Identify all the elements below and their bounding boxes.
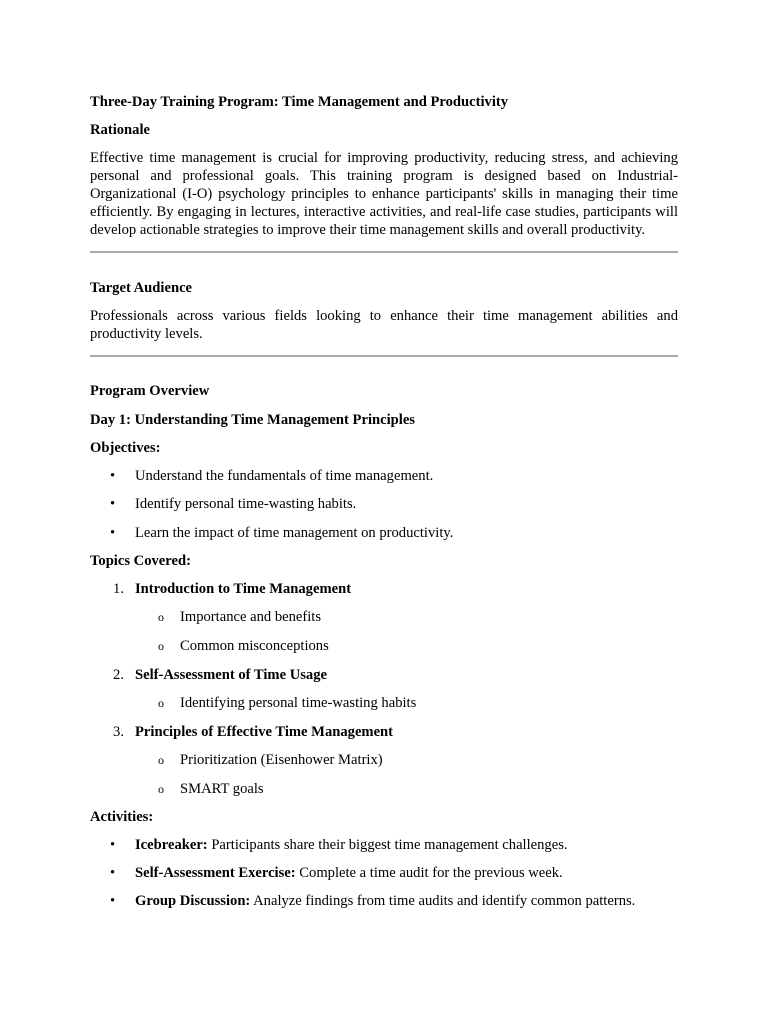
activity-text: Analyze findings from time audits and identify common patterns. <box>250 893 636 909</box>
objective-text: Identify personal time-wasting habits. <box>135 496 357 512</box>
activities-heading: Activities: <box>90 809 154 825</box>
sub-list-item <box>90 608 678 626</box>
topic-item <box>90 666 678 684</box>
sub-list-item <box>90 637 678 655</box>
topic-item <box>90 723 678 741</box>
list-item <box>90 467 678 485</box>
sub-topic-text: Common misconceptions <box>180 638 329 654</box>
objectives-heading: Objectives: <box>90 440 161 456</box>
topics-heading: Topics Covered: <box>90 553 191 569</box>
topic-number: 1. <box>113 581 124 597</box>
bullet-marker: • <box>110 525 116 541</box>
bullet-marker: • <box>110 893 116 909</box>
document-content <box>90 93 678 910</box>
sub-bullet-marker: o <box>158 610 164 624</box>
activity-text: Complete a time audit for the previous week. <box>295 865 563 881</box>
audience-heading: Target Audience <box>90 280 193 296</box>
rationale-paragraph: Effective time management is crucial for improving productivity, reducing stress, and achieving personal and professional goals. This training program is designed based on Industrial-Organizational (I-O) psychology principles to enhance participants' skills in managing their time efficiently. By engaging in lectures, interactive activities, and real-life case studies, participants will develop actionable strategies to improve their time management skills and overall productivity. <box>90 150 678 238</box>
bullet-marker: • <box>110 468 116 484</box>
audience-paragraph: Professionals across various fields looking to enhance their time management abilities and productivity levels. <box>90 308 678 342</box>
section-divider <box>90 355 678 357</box>
objective-text: Learn the impact of time management on productivity. <box>135 525 454 541</box>
sub-topic-text: Identifying personal time-wasting habits <box>180 695 417 711</box>
list-item <box>90 892 678 910</box>
sub-topic-text: SMART goals <box>180 781 264 797</box>
topic-title: Self-Assessment of Time Usage <box>135 667 327 683</box>
bullet-marker: • <box>110 837 116 853</box>
topic-item <box>90 580 678 598</box>
activity-label: Icebreaker: <box>135 837 208 853</box>
bullet-marker: • <box>110 496 116 512</box>
sub-bullet-marker: o <box>158 639 164 653</box>
topic-number: 3. <box>113 724 124 740</box>
objectives-list <box>90 467 678 542</box>
list-item <box>90 495 678 513</box>
sub-list-item <box>90 780 678 798</box>
topic-number: 2. <box>113 667 124 683</box>
sub-list-item <box>90 751 678 769</box>
topic-title: Introduction to Time Management <box>135 581 352 597</box>
activity-label: Self-Assessment Exercise: <box>135 865 296 881</box>
list-item <box>90 864 678 882</box>
sub-topic-text: Importance and benefits <box>180 609 322 625</box>
topics-list <box>90 580 678 798</box>
activity-text: Participants share their biggest time management challenges. <box>207 837 568 853</box>
sub-list-item <box>90 694 678 712</box>
sub-topic-text: Prioritization (Eisenhower Matrix) <box>180 752 383 768</box>
document-title: Three-Day Training Program: Time Management and Productivity <box>90 94 509 110</box>
bullet-marker: • <box>110 865 116 881</box>
objective-text: Understand the fundamentals of time management. <box>135 468 434 484</box>
activities-list <box>90 836 678 910</box>
sub-bullet-marker: o <box>158 753 164 767</box>
day1-heading: Day 1: Understanding Time Management Principles <box>90 412 415 428</box>
list-item <box>90 836 678 854</box>
list-item <box>90 524 678 542</box>
section-divider <box>90 251 678 253</box>
sub-bullet-marker: o <box>158 782 164 796</box>
rationale-heading: Rationale <box>90 122 150 138</box>
overview-heading: Program Overview <box>90 383 210 399</box>
topic-title: Principles of Effective Time Management <box>135 724 394 740</box>
sub-bullet-marker: o <box>158 696 164 710</box>
activity-label: Group Discussion: <box>135 893 251 909</box>
